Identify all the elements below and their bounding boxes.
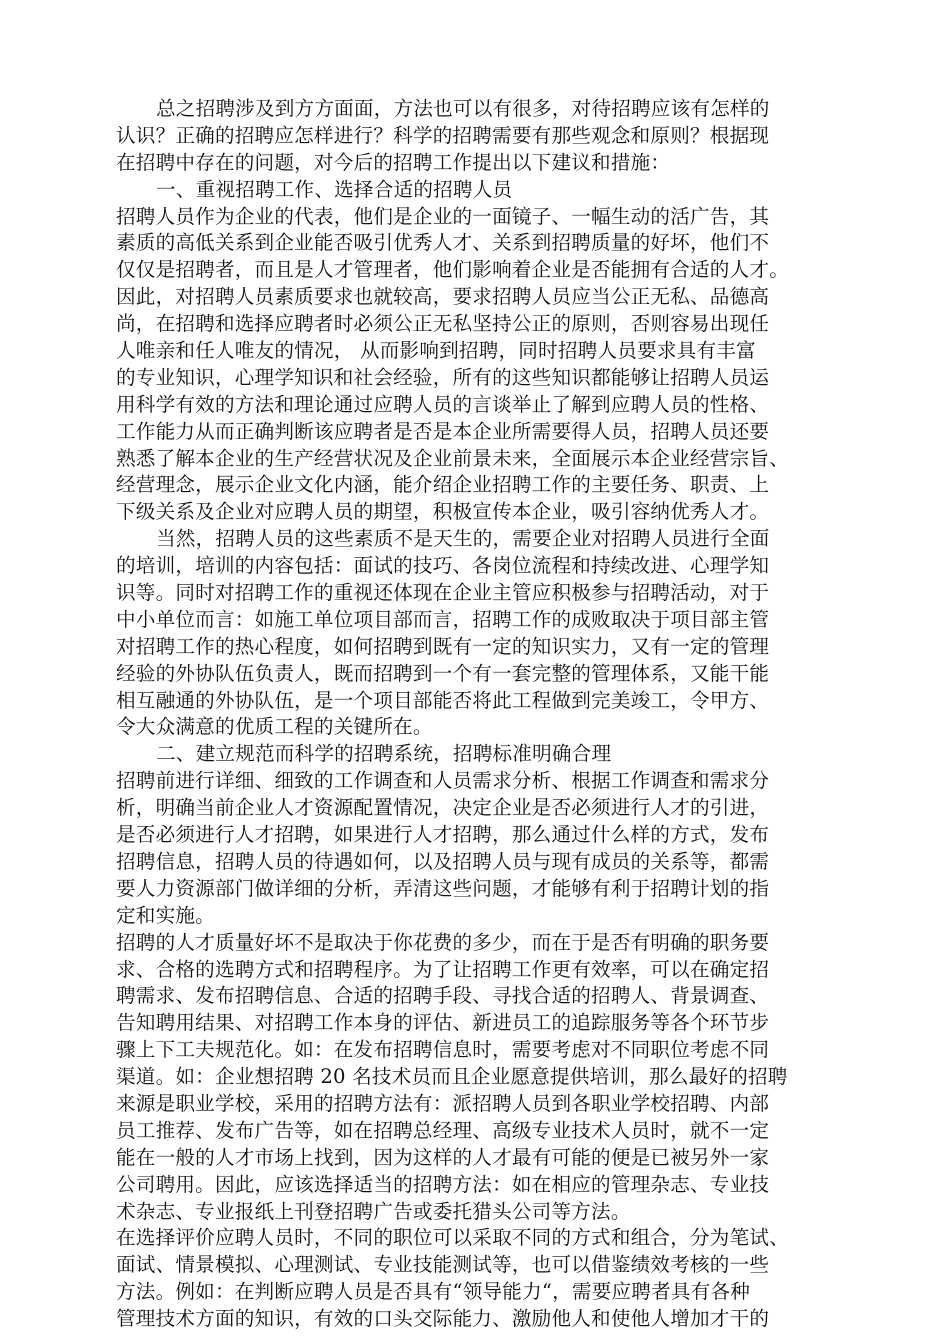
text-line: 招聘的人才质量好坏不是取决于你花费的多少，而在于是否有明确的职务要	[116, 930, 770, 954]
text-line: 能在一般的人才市场上找到，因为这样的人才最有可能的便是已被另外一家	[116, 1145, 770, 1169]
text-line: 经验的外协队伍负责人，既而招聘到一个有一套完整的管理体系，又能干能	[116, 661, 770, 685]
text-line: 要人力资源部门做详细的分析，弄清这些问题，才能够有利于招聘计划的指	[116, 876, 770, 900]
text-line: 人唯亲和任人唯友的情况， 从而影响到招聘，同时招聘人员要求具有丰富	[116, 339, 756, 363]
text-line: 认识？正确的招聘应怎样进行？科学的招聘需要有那些观念和原则？根据现	[116, 123, 770, 147]
text-line: 下级关系及企业对应聘人员的期望，积极宣传本企业，吸引容纳优秀人才。	[116, 500, 770, 524]
text-line: 令大众满意的优质工程的关键所在。	[116, 715, 433, 739]
text-line: 相互融通的外协队伍，是一个项目部能否将此工程做到完美竣工，令甲方、	[116, 688, 770, 712]
text-line: 术杂志、专业报纸上刊登招聘广告或委托猎头公司等方法。	[116, 1199, 631, 1223]
text-line: 员工推荐、发布广告等，如在招聘总经理、高级专业技术人员时，就不一定	[116, 1118, 770, 1142]
text-line: 在选择评价应聘人员时，不同的职位可以采取不同的方式和组合，分为笔试、	[116, 1226, 789, 1250]
text-line: 在招聘中存在的问题，对今后的招聘工作提出以下建议和措施：	[116, 150, 671, 174]
text-line: 骤上下工夫规范化。如：在发布招聘信息时，需要考虑对不同职位考虑不同	[116, 1038, 770, 1062]
document-page	[116, 96, 876, 1333]
text-line: 渠道。如：企业想招聘 20 名技术员而且企业愿意提供培训，那么最好的招聘	[116, 1065, 788, 1089]
text-line: 招聘前进行详细、细致的工作调查和人员需求分析、根据工作调查和需求分	[116, 769, 770, 793]
text-line: 公司聘用。因此，应该选择适当的招聘方法：如在相应的管理杂志、专业技	[116, 1172, 770, 1196]
text-line: 尚，在招聘和选择应聘者时必须公正无私坚持公正的原则，否则容易出现任	[116, 312, 770, 336]
text-line: 告知聘用结果、对招聘工作本身的评估、新进员工的追踪服务等各个环节步	[116, 1011, 770, 1035]
text-line: 面试、情景模拟、心理测试、专业技能测试等，也可以借鉴绩效考核的一些	[116, 1253, 770, 1277]
text-line: 析，明确当前企业人才资源配置情况，决定企业是否必须进行人才的引进，	[116, 796, 770, 820]
text-line: 的专业知识，心理学知识和社会经验，所有的这些知识都能够让招聘人员运	[116, 365, 770, 389]
text-line: 招聘信息，招聘人员的待遇如何，以及招聘人员与现有成员的关系等，都需	[116, 849, 770, 873]
text-line: 识等。同时对招聘工作的重视还体现在企业主管应积极参与招聘活动，对于	[116, 581, 770, 605]
text-line: 用科学有效的方法和理论通过应聘人员的言谈举止了解到应聘人员的性格、	[116, 392, 770, 416]
text-line: 经营理念，展示企业文化内涵，能介绍企业招聘工作的主要任务、职责、上	[116, 473, 770, 497]
text-line: 一、重视招聘工作、选择合适的招聘人员	[156, 177, 513, 201]
text-line: 方法。例如：在判断应聘人员是否具有“领导能力“，需要应聘者具有各种	[116, 1280, 751, 1304]
text-line: 来源是职业学校，采用的招聘方法有：派招聘人员到各职业学校招聘、内部	[116, 1091, 770, 1115]
text-line: 管理技术方面的知识，有效的口头交际能力、激励他人和使他人增加才干的	[116, 1307, 770, 1331]
text-line: 因此，对招聘人员素质要求也就较高，要求招聘人员应当公正无私、品德高	[116, 285, 770, 309]
text-line: 熟悉了解本企业的生产经营状况及企业前景未来，全面展示本企业经营宗旨、	[116, 446, 789, 470]
text-line: 对招聘工作的热心程度，如何招聘到既有一定的知识实力，又有一定的管理	[116, 634, 770, 658]
text-line: 的培训，培训的内容包括：面试的技巧、各岗位流程和持续改进、心理学知	[116, 554, 770, 578]
text-line: 二、建立规范而科学的招聘系统，招聘标准明确合理	[156, 742, 612, 766]
text-line: 素质的高低关系到企业能否吸引优秀人才、关系到招聘质量的好坏，他们不	[116, 231, 770, 255]
text-line: 求、合格的选聘方式和招聘程序。为了让招聘工作更有效率，可以在确定招	[116, 957, 770, 981]
text-line: 工作能力从而正确判断该应聘者是否是本企业所需要得人员，招聘人员还要	[116, 419, 770, 443]
text-line: 中小单位而言：如施工单位项目部而言，招聘工作的成败取决于项目部主管	[116, 607, 770, 631]
text-line: 仅仅是招聘者，而且是人才管理者，他们影响着企业是否能拥有合适的人才。	[116, 258, 789, 282]
text-line: 总之招聘涉及到方方面面，方法也可以有很多，对待招聘应该有怎样的	[156, 97, 770, 120]
text-line: 定和实施。	[116, 903, 215, 927]
text-line: 聘需求、发布招聘信息、合适的招聘手段、寻找合适的招聘人、背景调查、	[116, 984, 770, 1008]
text-line: 当然，招聘人员的这些素质不是天生的，需要企业对招聘人员进行全面	[156, 527, 770, 551]
text-line: 是否必须进行人才招聘，如果进行人才招聘，那么通过什么样的方式，发布	[116, 823, 770, 847]
text-line: 招聘人员作为企业的代表，他们是企业的一面镜子、一幅生动的活广告，其	[116, 204, 770, 228]
